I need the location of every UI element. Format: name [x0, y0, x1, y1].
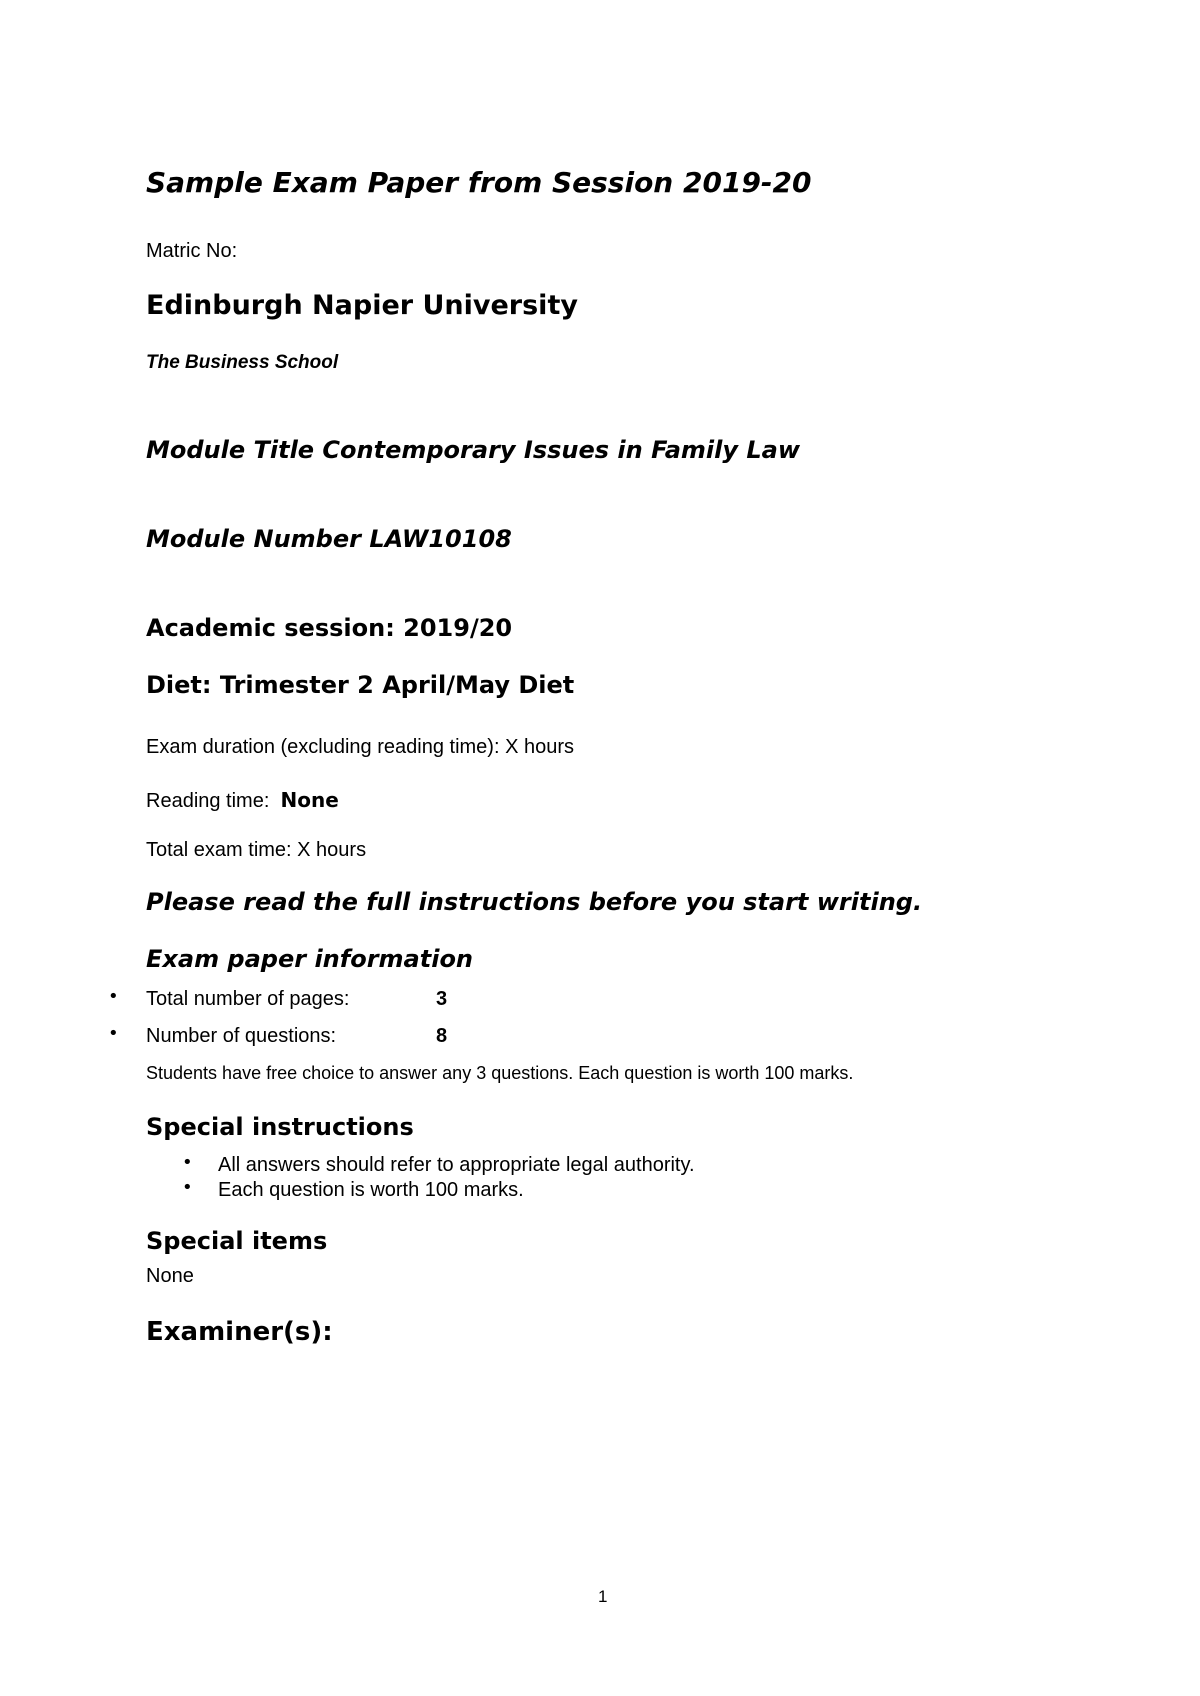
academic-session: Academic session: 2019/20 [146, 614, 513, 642]
bullet-icon: • [108, 986, 119, 1007]
reading-time-label: Reading time: [146, 790, 270, 812]
exam-duration: Exam duration (excluding reading time): X hours [146, 736, 574, 758]
module-number: Module Number LAW10108 [146, 525, 512, 553]
bullet-icon: • [182, 1152, 193, 1173]
total-exam-time: Total exam time: X hours [146, 839, 367, 861]
choice-note: Students have free choice to answer any 3 questions. Each question is worth 100 marks. [146, 1063, 854, 1083]
special-items-value: None [146, 1265, 194, 1287]
bullet-icon: • [182, 1177, 193, 1198]
special-items-heading: Special items [146, 1227, 328, 1255]
school-name: The Business School [146, 352, 339, 373]
instruction-notice: Please read the full instructions before you start writing. [146, 888, 923, 916]
info-item-value: 3 [436, 988, 448, 1010]
bullet-icon: • [108, 1023, 119, 1044]
university-name: Edinburgh Napier University [146, 290, 578, 321]
matric-number-label: Matric No: [146, 240, 238, 262]
exam-paper-information-heading: Exam paper information [146, 945, 474, 973]
page-number: 1 [598, 1587, 608, 1606]
info-item-label: Total number of pages: [146, 988, 350, 1010]
info-item-label: Number of questions: [146, 1025, 337, 1047]
special-instruction-item: Each question is worth 100 marks. [218, 1179, 524, 1201]
reading-time [146, 788, 339, 813]
document-title: Sample Exam Paper from Session 2019-20 [146, 166, 812, 199]
special-instructions-heading: Special instructions [146, 1113, 414, 1141]
module-title: Module Title Contemporary Issues in Family Law [146, 436, 801, 464]
info-item-value: 8 [436, 1025, 448, 1047]
special-instruction-item: All answers should refer to appropriate legal authority. [218, 1154, 695, 1176]
exam-diet: Diet: Trimester 2 April/May Diet [146, 671, 575, 699]
examiners-heading: Examiner(s): [146, 1317, 333, 1347]
reading-time-value: None [280, 788, 339, 812]
